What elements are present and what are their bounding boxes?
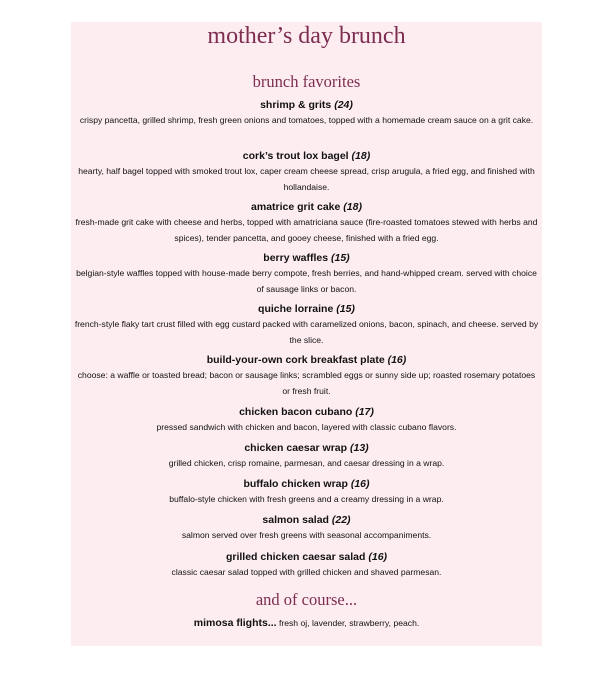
menu-page	[71, 22, 542, 646]
menu-item-name: buffalo chicken wrap (16)	[243, 478, 370, 490]
menu-item-description: fresh-made grit cake with cheese and herbs, topped with amatriciana sauce (fire-roasted tomatoes stewed with herbs and spices), tender pancetta, and gooey cheese, finished with a fried egg.	[75, 217, 538, 243]
menu-item	[71, 149, 542, 195]
menu-item-name: shrimp & grits (24)	[260, 99, 353, 111]
section-heading-closing: and of course...	[255, 590, 358, 609]
menu-item-description: classic caesar salad topped with grilled chicken and shaved parmesan.	[171, 567, 442, 577]
menu-item	[71, 513, 542, 543]
menu-item-description: salmon served over fresh greens with seasonal accompaniments.	[181, 530, 432, 540]
menu-item	[71, 477, 542, 507]
menu-item	[71, 302, 542, 348]
menu-item-description: hearty, half bagel topped with smoked trout lox, caper cream cheese spread, crisp arugula, a fried egg, and finished with hollandaise.	[78, 166, 535, 192]
menu-item	[71, 251, 542, 297]
menu-item-name: cork’s trout lox bagel (18)	[242, 150, 371, 162]
menu-item	[71, 550, 542, 580]
menu-item-description: crispy pancetta, grilled shrimp, fresh green onions and tomatoes, topped with a homemade cream sauce on a grit cake.	[79, 115, 534, 125]
menu-item-description: choose: a waffle or toasted bread; bacon or sausage links; scrambled eggs or sunny side up; roasted rosemary potatoes or fresh fruit.	[77, 370, 536, 396]
menu-item-name: grilled chicken caesar salad (16)	[225, 551, 388, 563]
menu-item-name: amatrice grit cake (18)	[251, 201, 362, 213]
menu-item-price: (18)	[351, 150, 371, 162]
menu-item-price: (16)	[368, 551, 388, 563]
menu-item-description: buffalo-style chicken with fresh greens and a creamy dressing in a wrap.	[169, 494, 444, 504]
menu-item-price: (24)	[334, 99, 353, 111]
menu-item-price: (18)	[343, 201, 362, 213]
menu-item-description: grilled chicken, crisp romaine, parmesan, and caesar dressing in a wrap.	[168, 458, 445, 468]
menu-item-description: french-style flaky tart crust filled with egg custard packed with caramelized onions, bacon, spinach, and cheese. served by the slice.	[74, 319, 539, 345]
menu-item-name: chicken caesar wrap (13)	[244, 442, 369, 454]
menu-item-price: (15)	[336, 303, 355, 315]
menu-item	[71, 405, 542, 435]
menu-item	[71, 98, 542, 128]
menu-item-description: pressed sandwich with chicken and bacon, layered with classic cubano flavors.	[156, 422, 457, 432]
menu-item-price: (22)	[331, 514, 351, 526]
menu-item-description: belgian-style waffles topped with house-made berry compote, fresh berries, and hand-whipped cream. served with choice of sausage links or bacon.	[76, 268, 537, 294]
menu-item-price: (16)	[350, 478, 370, 490]
section-heading-favorites: brunch favorites	[252, 72, 361, 91]
menu-item-price: (17)	[355, 406, 374, 418]
menu-item-price: (15)	[331, 252, 350, 264]
menu-item-name: chicken bacon cubano (17)	[239, 406, 374, 418]
menu-item-name: berry waffles (15)	[263, 252, 350, 264]
menu-item	[71, 353, 542, 399]
menu-item	[71, 200, 542, 246]
menu-item-name: salmon salad (22)	[262, 514, 351, 526]
menu-item-name: build-your-own cork breakfast plate (16)	[206, 354, 407, 366]
menu-item	[71, 441, 542, 471]
menu-item-price: (16)	[387, 354, 407, 366]
mimosa-description: fresh oj, lavender, strawberry, peach.	[278, 618, 420, 628]
mimosa-line	[71, 616, 542, 630]
page-title: mother’s day brunch	[207, 23, 406, 49]
mimosa-name: mimosa flights...	[193, 617, 277, 629]
menu-item-name: quiche lorraine (15)	[258, 303, 355, 315]
menu-item-price: (13)	[349, 442, 369, 454]
